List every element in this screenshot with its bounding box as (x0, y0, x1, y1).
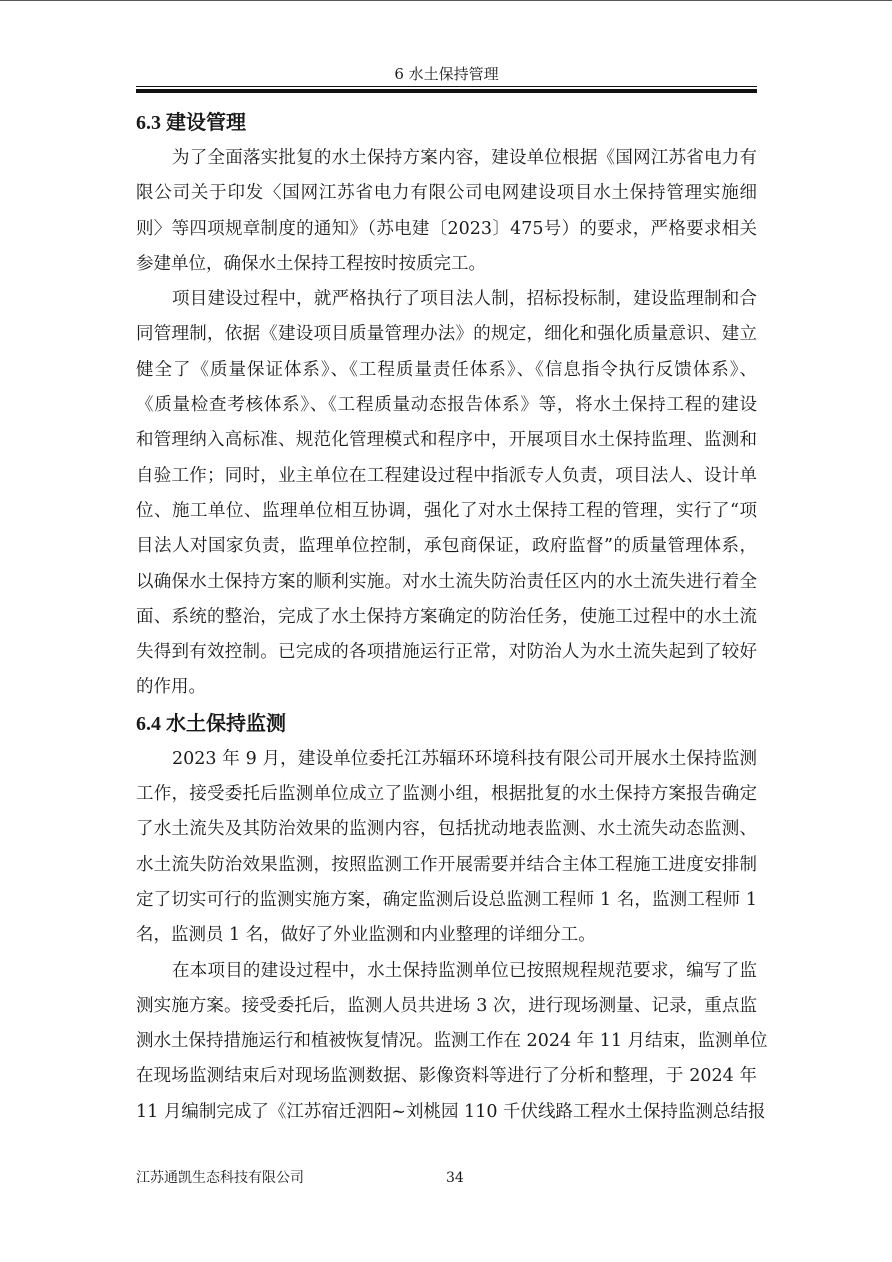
text-line: 为了全面落实批复的水土保持方案内容，建设单位根据《国网江苏省电力有 (172, 148, 757, 168)
text-line: 测水土保持措施运行和植被恢复情况。监测工作在 2024 年 11 月结束，监测单位 (136, 1031, 768, 1052)
text-line: 失得到有效控制。已完成的各项措施运行正常，对防治人为水土流失起到了较好 (136, 642, 757, 663)
section-heading: 6.3 建设管理 (136, 112, 246, 134)
text-line: 参建单位，确保水土保持工程按时按质完工。 (136, 253, 486, 274)
text-line: 自验工作；同时，业主单位在工程建设过程中指派专人负责，项目法人、设计单 (136, 465, 757, 486)
text-line: 名，监测员 1 名，做好了外业监测和内业整理的详细分工。 (136, 925, 596, 946)
header-rule-thin (136, 86, 757, 87)
text-line: 测实施方案。接受委托后，监测人员共进场 3 次，进行现场测量、记录，重点监 (136, 995, 757, 1016)
text-line: 健全了《质量保证体系》、《工程质量责任体系》、《信息指令执行反馈体系》、 (136, 359, 757, 380)
header-rule-thick (136, 89, 757, 93)
text-line: 位、施工单位、监理单位相互协调，强化了对水土保持工程的管理，实行了“项 (136, 500, 757, 521)
text-line: 在现场监测结束后对现场监测数据、影像资料等进行了分析和整理，于 2024 年 (136, 1066, 757, 1087)
text-line: 在本项目的建设过程中，水土保持监测单位已按照规程规范要求，编写了监 (172, 960, 757, 981)
text-line: 项目建设过程中，就严格执行了项目法人制，招标投标制，建设监理制和合 (172, 289, 757, 310)
section-heading: 6.4 水土保持监测 (136, 712, 286, 735)
footer-company: 江苏通凯生态科技有限公司 (136, 1170, 304, 1186)
text-line: 水土流失防治效果监测，按照监测工作开展需要并结合主体工程施工进度安排制 (136, 854, 757, 875)
page-body (136, 105, 768, 1130)
page-number: 34 (446, 1170, 464, 1186)
paragraph (136, 954, 768, 1130)
text-line: 以确保水土保持方案的顺利实施。对水土流失防治责任区内的水土流失进行着全 (136, 571, 757, 592)
text-line: 了水土流失及其防治效果的监测内容，包括扰动地表监测、水土流失动态监测、 (136, 819, 757, 840)
running-header: 6 水土保持管理 (394, 65, 499, 83)
text-line: 定了切实可行的监测实施方案，确定监测后设总监测工程师 1 名，监测工程师 1 (136, 889, 757, 910)
text-line: 和管理纳入高标准、规范化管理模式和程序中，开展项目水土保持监理、监测和 (136, 430, 757, 451)
paragraph (136, 742, 757, 954)
text-line: 工作，接受委托后监测单位成立了监测小组，根据批复的水土保持方案报告确定 (136, 784, 757, 805)
text-line: 2023 年 9 月，建设单位委托江苏辐环环境科技有限公司开展水土保持监测 (172, 748, 757, 769)
text-line: 面、系统的整治，完成了水土保持方案确定的防治任务，使施工过程中的水土流 (136, 606, 757, 627)
page-edge (0, 0, 892, 1)
paragraph (136, 141, 757, 282)
text-line: 则〉等四项规章制度的通知》（苏电建〔2023〕475号）的要求，严格要求相关 (136, 218, 757, 239)
paragraph (136, 282, 757, 706)
text-line: 同管理制，依据《建设项目质量管理办法》的规定，细化和强化质量意识、建立 (136, 324, 757, 345)
text-line: 限公司关于印发〈国网江苏省电力有限公司电网建设项目水土保持管理实施细 (136, 183, 757, 204)
text-line: 目法人对国家负责，监理单位控制，承包商保证，政府监督”的质量管理体系， (136, 536, 757, 557)
text-line: 《质量检查考核体系》、《工程质量动态报告体系》等，将水土保持工程的建设 (136, 395, 757, 416)
text-line: 的作用。 (136, 677, 206, 698)
text-line: 11 月编制完成了《江苏宿迁泗阳~刘桃园 110 千伏线路工程水土保持监测总结报 (136, 1101, 766, 1122)
